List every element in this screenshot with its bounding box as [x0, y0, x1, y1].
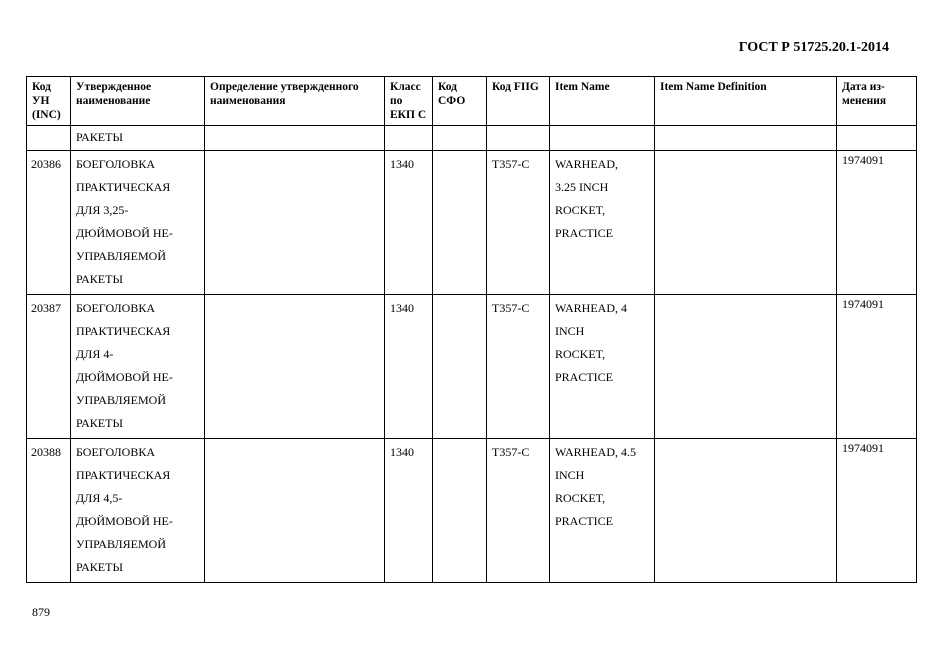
- cell-fsc: [385, 126, 433, 151]
- cell-item-name-line: WARHEAD,: [555, 157, 618, 171]
- cell-name-line: РАКЕТЫ: [76, 560, 123, 574]
- cell-item-name: [550, 439, 655, 583]
- column-header-fiig: Код FIIG: [487, 77, 550, 126]
- cell-sfo: [433, 126, 487, 151]
- cell-item-name: [550, 151, 655, 295]
- cell-date: 1974091: [837, 151, 917, 295]
- cell-name-line: ДЛЯ 4-: [76, 347, 114, 361]
- cell-inc: 20387: [27, 295, 71, 439]
- column-header-item-name-definition: Item Name Definition: [655, 77, 837, 126]
- column-header-item-name: Item Name: [550, 77, 655, 126]
- cell-name-line: БОЕГОЛОВКА: [76, 445, 155, 459]
- cell-item-definition: [655, 439, 837, 583]
- cell-name-line: ПРАКТИЧЕСКАЯ: [76, 324, 171, 338]
- cell-name-line: ДЛЯ 4,5-: [76, 491, 123, 505]
- cell-item-name-line: ROCKET,: [555, 347, 606, 361]
- cell-definition: [205, 151, 385, 295]
- column-header-change-date: Дата из-менения: [837, 77, 917, 126]
- cell-fsc: 1340: [385, 151, 433, 295]
- cell-fiig: Т357-С: [487, 151, 550, 295]
- cell-name-line: РАКЕТЫ: [76, 272, 123, 286]
- cell-name: [71, 295, 205, 439]
- cell-definition: [205, 439, 385, 583]
- cell-name-line: ДЮЙМОВОЙ НЕ-: [76, 514, 173, 528]
- cell-item-definition: [655, 151, 837, 295]
- cell-item-name: [550, 295, 655, 439]
- cell-inc: 20386: [27, 151, 71, 295]
- table-header-row: [27, 77, 917, 126]
- cell-fsc: 1340: [385, 295, 433, 439]
- cell-item-name-line: WARHEAD, 4.5: [555, 445, 636, 459]
- cell-name-line: ДЮЙМОВОЙ НЕ-: [76, 370, 173, 384]
- cell-sfo: [433, 439, 487, 583]
- table-row: [27, 295, 917, 439]
- cell-item-name-line: ROCKET,: [555, 203, 606, 217]
- cell-fsc: 1340: [385, 439, 433, 583]
- column-header-sfo: Код СФО: [433, 77, 487, 126]
- cell-name: РАКЕТЫ: [71, 126, 205, 151]
- cell-date: 1974091: [837, 295, 917, 439]
- cell-item-name-line: PRACTICE: [555, 370, 614, 384]
- cell-name-line: УПРАВЛЯЕМОЙ: [76, 393, 166, 407]
- cell-item-definition: [655, 295, 837, 439]
- cell-name-line: БОЕГОЛОВКА: [76, 157, 155, 171]
- cell-fiig: [487, 126, 550, 151]
- cell-fiig: Т357-С: [487, 439, 550, 583]
- document-title: ГОСТ Р 51725.20.1-2014: [738, 40, 889, 55]
- cell-name-line: РАКЕТЫ: [76, 416, 123, 430]
- cell-item-name-line: INCH: [555, 468, 585, 482]
- cell-name: [71, 151, 205, 295]
- table-row: [27, 439, 917, 583]
- cell-item-name-line: PRACTICE: [555, 514, 614, 528]
- cell-inc: [27, 126, 71, 151]
- cell-name-line: УПРАВЛЯЕМОЙ: [76, 249, 166, 263]
- cell-name-line: ДЮЙМОВОЙ НЕ-: [76, 226, 173, 240]
- cell-item-name: [550, 126, 655, 151]
- cell-item-name-line: WARHEAD, 4: [555, 301, 627, 315]
- page-number: 879: [32, 605, 50, 619]
- cell-item-name-line: 3.25 INCH: [555, 180, 609, 194]
- cell-fiig: Т357-С: [487, 295, 550, 439]
- cell-item-name-line: INCH: [555, 324, 585, 338]
- nomenclature-table: [26, 76, 917, 583]
- column-header-inc: Код УН (INC): [27, 77, 71, 126]
- cell-name-line: ПРАКТИЧЕСКАЯ: [76, 468, 171, 482]
- cell-name: [71, 439, 205, 583]
- column-header-approved-name: Утвержденное наименование: [71, 77, 205, 126]
- cell-name-line: ПРАКТИЧЕСКАЯ: [76, 180, 171, 194]
- cell-definition: [205, 126, 385, 151]
- cell-inc: 20388: [27, 439, 71, 583]
- cell-sfo: [433, 295, 487, 439]
- column-header-definition: Определение утвержденного наименования: [205, 77, 385, 126]
- column-header-fsc: Класс по ЕКП С: [385, 77, 433, 126]
- cell-item-definition: [655, 126, 837, 151]
- cell-date: [837, 126, 917, 151]
- cell-item-name-line: PRACTICE: [555, 226, 614, 240]
- cell-name-line: БОЕГОЛОВКА: [76, 301, 155, 315]
- cell-sfo: [433, 151, 487, 295]
- table-row-continuation: [27, 126, 917, 151]
- cell-name-line: УПРАВЛЯЕМОЙ: [76, 537, 166, 551]
- cell-name-line: ДЛЯ 3,25-: [76, 203, 129, 217]
- cell-date: 1974091: [837, 439, 917, 583]
- table-row: [27, 151, 917, 295]
- cell-item-name-line: ROCKET,: [555, 491, 606, 505]
- cell-definition: [205, 295, 385, 439]
